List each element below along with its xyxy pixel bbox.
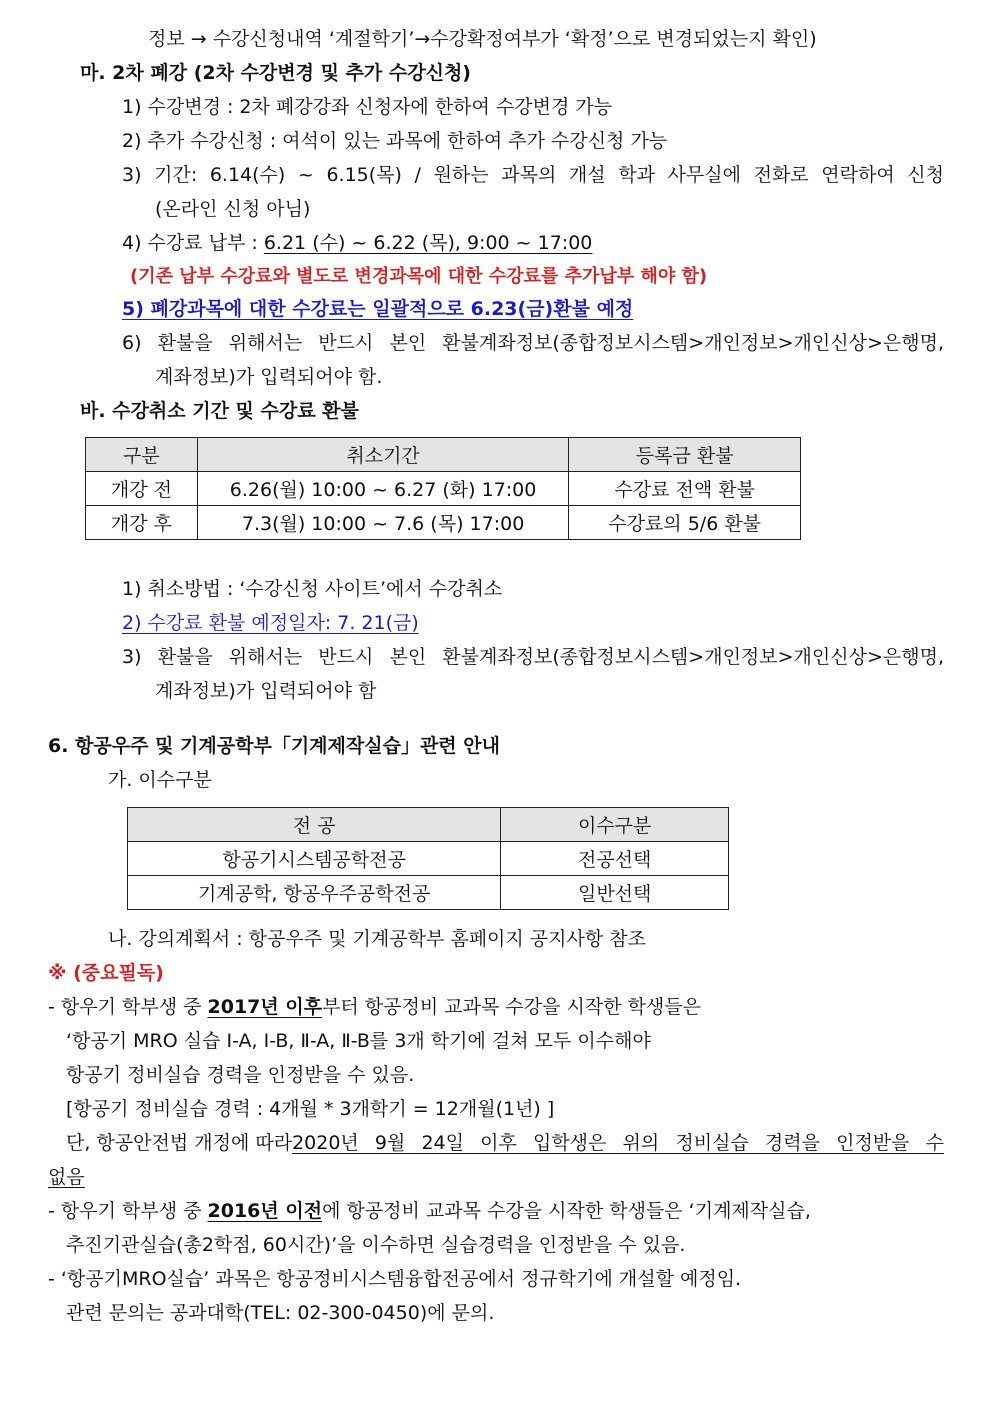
table-row <box>128 842 729 876</box>
table-cell: 수강료의 5/6 환불 <box>569 506 801 540</box>
section-ma-item-5: 5) 폐강과목에 대한 수강료는 일괄적으로 6.23(금)환불 예정 <box>122 298 634 320</box>
section-ma-item-1: 1) 수강변경 : 2차 폐강강좌 신청자에 한하여 수강변경 가능 <box>122 96 613 118</box>
important-p1-line6: 없음 <box>48 1166 85 1188</box>
section-ma-item-2: 2) 추가 수강신청 : 여석이 있는 과목에 한하여 추가 수강신청 가능 <box>122 130 668 152</box>
table-cell: 6.26(월) 10:00 ~ 6.27 (화) 17:00 <box>197 472 568 506</box>
table-row <box>86 506 801 540</box>
col-header: 구분 <box>86 438 198 472</box>
text-run: 부터 항공정비 교과목 수강을 시작한 학생들은 <box>322 996 701 1018</box>
table-cell: 개강 후 <box>86 506 198 540</box>
important-p2 <box>48 1198 811 1224</box>
table-row <box>86 472 801 506</box>
important-heading: ※ (중요필독) <box>48 962 164 984</box>
section-ma-item-4 <box>122 230 592 256</box>
section-6-ga: 가. 이수구분 <box>108 769 212 791</box>
course-type-table <box>127 807 729 910</box>
important-p1-line5 <box>66 1130 944 1156</box>
col-header: 전 공 <box>128 808 501 842</box>
table-header-row <box>128 808 729 842</box>
table-header-row <box>86 438 801 472</box>
table-cell: 항공기시스템공학전공 <box>128 842 501 876</box>
important-p1-line3: 항공기 정비실습 경력을 인정받을 수 있음. <box>66 1064 415 1086</box>
admission-note: 2020년 9월 24일 이후 입학생은 위의 정비실습 경력을 인정받을 수 <box>292 1132 944 1154</box>
section-ba-item-3-cont: 계좌정보)가 입력되어야 함 <box>155 680 377 702</box>
text-run: - 항우기 학부생 중 <box>48 1200 208 1222</box>
col-header: 취소기간 <box>197 438 568 472</box>
text-run: 단, 항공안전법 개정에 따라 <box>66 1132 293 1154</box>
important-p2-line2: 추진기관실습(총2학점, 60시간)’을 이수하면 실습경력을 인정받을 수 있음. <box>66 1234 686 1256</box>
table-cell: 일반선택 <box>501 876 729 910</box>
important-p3-line2: 관련 문의는 공과대학(TEL: 02-300-0450)에 문의. <box>66 1302 495 1324</box>
year-2017-emphasis: 2017년 이후 <box>207 996 323 1018</box>
table-row <box>128 876 729 910</box>
payment-note: (기존 납부 수강료와 별도로 변경과목에 대한 수강료를 추가납부 해야 함) <box>130 266 708 287</box>
section-ma-item-3-cont: (온라인 신청 아님) <box>155 198 311 220</box>
text-run: 에 항공정비 교과목 수강을 시작한 학생들은 ‘기계제작실습, <box>322 1200 811 1222</box>
table-cell: 개강 전 <box>86 472 198 506</box>
section-ma-heading: 마. 2차 폐강 (2차 수강변경 및 추가 수강신청) <box>80 62 471 84</box>
col-header: 등록금 환불 <box>569 438 801 472</box>
section-ba-item-3: 3) 환불을 위해서는 반드시 본인 환불계좌정보(종합정보시스템>개인정보>개인신상>은행명, <box>122 646 944 668</box>
important-p1 <box>48 994 701 1020</box>
cancel-refund-table <box>85 437 801 540</box>
intro-continuation: 정보 → 수강신청내역 ‘계절학기’→수강확정여부가 ‘확정’으로 변경되었는지 확인) <box>148 28 817 50</box>
section-6-na: 나. 강의계획서 : 항공우주 및 기계공학부 홈페이지 공지사항 참조 <box>108 928 646 950</box>
section-ma-item-3: 3) 기간: 6.14(수) ~ 6.15(목) / 원하는 과목의 개설 학과 사무실에 전화로 연락하여 신청 <box>122 164 944 186</box>
table-cell: 수강료 전액 환불 <box>569 472 801 506</box>
section-ba-item-2: 2) 수강료 환불 예정일자: 7. 21(금) <box>122 612 419 634</box>
table-cell: 전공선택 <box>501 842 729 876</box>
text-run: - 항우기 학부생 중 <box>48 996 208 1018</box>
col-header: 이수구분 <box>501 808 729 842</box>
table-cell: 기계공학, 항공우주공학전공 <box>128 876 501 910</box>
table-cell: 7.3(월) 10:00 ~ 7.6 (목) 17:00 <box>197 506 568 540</box>
payment-label: 4) 수강료 납부 : <box>122 232 264 254</box>
section-ba-heading: 바. 수강취소 기간 및 수강료 환불 <box>80 400 359 422</box>
payment-period: 6.21 (수) ~ 6.22 (목), 9:00 ~ 17:00 <box>263 232 593 254</box>
section-6-heading: 6. 항공우주 및 기계공학부「기계제작실습」관련 안내 <box>48 735 500 757</box>
important-p3: - ‘항공기MRO실습’ 과목은 항공정비시스템융합전공에서 정규학기에 개설할 예정임. <box>48 1268 742 1290</box>
section-ma-item-6-cont: 계좌정보)가 입력되어야 함. <box>155 366 383 388</box>
year-2016-emphasis: 2016년 이전 <box>207 1200 323 1222</box>
section-ma-item-6: 6) 환불을 위해서는 반드시 본인 환불계좌정보(종합정보시스템>개인정보>개인신상>은행명, <box>122 332 944 354</box>
section-ba-item-1: 1) 취소방법 : ‘수강신청 사이트’에서 수강취소 <box>122 578 503 600</box>
important-p1-line2: ‘항공기 MRO 실습 Ⅰ-A, Ⅰ-B, Ⅱ-A, Ⅱ-B를 3개 학기에 걸쳐 모두 이수해야 <box>66 1030 651 1052</box>
important-p1-line4: [항공기 정비실습 경력 : 4개월 * 3개학기 = 12개월(1년) ] <box>66 1098 555 1120</box>
